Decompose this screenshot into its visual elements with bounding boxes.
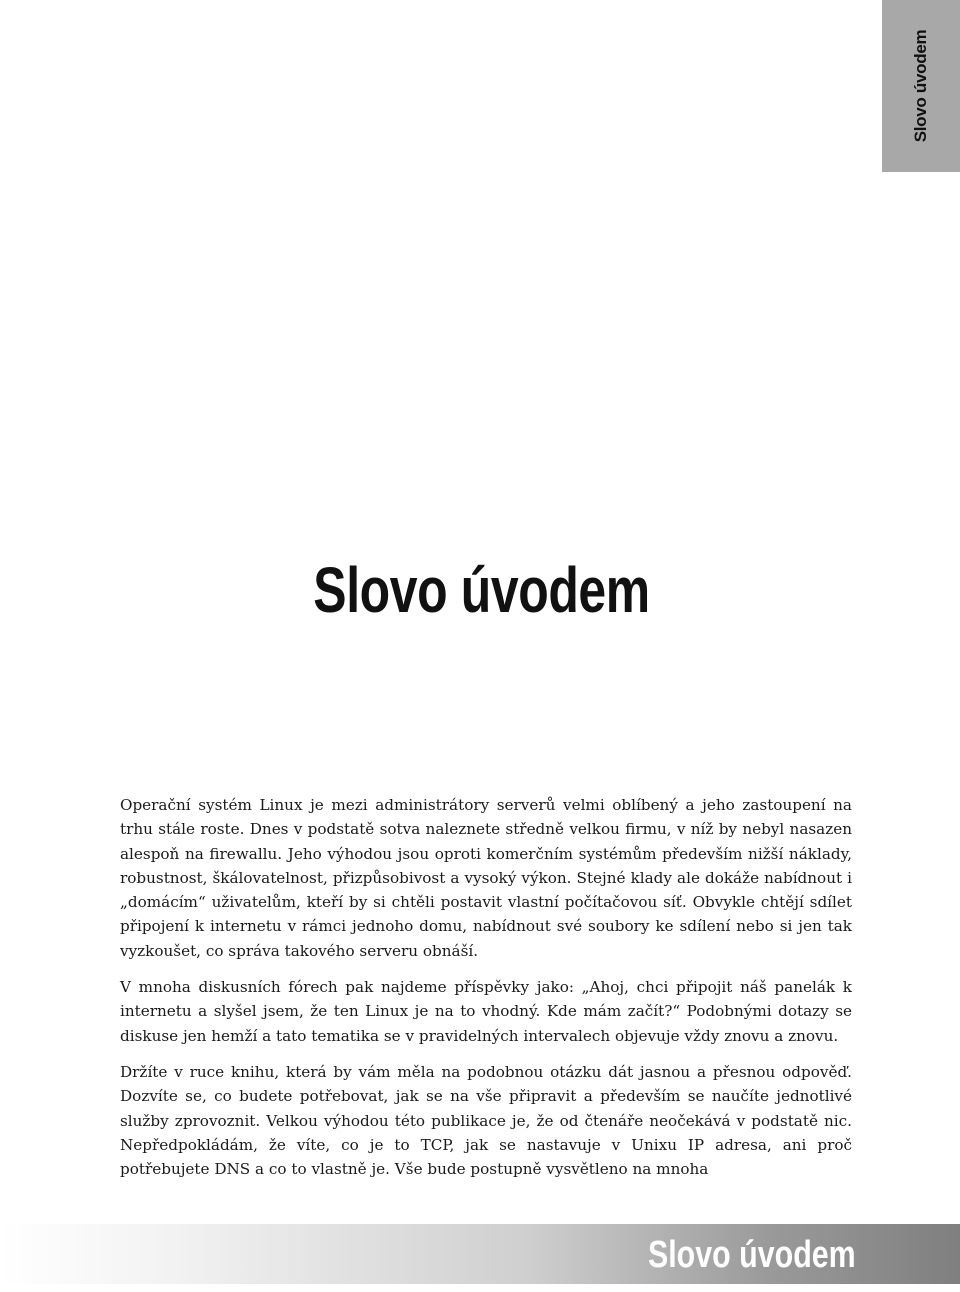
chapter-title: Slovo úvodem [313, 554, 650, 626]
footer-bar [0, 1224, 960, 1284]
side-chapter-tab [882, 0, 960, 172]
body-text [120, 793, 852, 1193]
footer-title: Slovo úvodem [648, 1234, 856, 1276]
paragraph-3: Držíte v ruce knihu, která by vám měla na podobnou otázku dát jasnou a přesnou odpověď. Dozvíte se, co budete potřebovat, jak se na vše připravit a především se naučíte jednotlivé služby zprovoznit. Velkou výhodou této publikace je, že od čtenáře neočekává v podstatě nic. Nepředpokládám, že víte, co je to TCP, jak se nastavuje v Unixu IP adresa, ani proč potřebujete DNS a co to vlastně je. Vše bude postupně vysvětleno na mnoha [120, 1062, 852, 1179]
paragraph-1: Operační systém Linux je mezi administrátory serverů velmi oblíbený a jeho zastoupení na trhu stále roste. Dnes v podstatě sotva naleznete středně velkou firmu, v níž by nebyl nasazen alespoň na firewallu. Jeho výhodou jsou oproti komerčním systémům především nižší náklady, robustnost, škálovatelnost, přizpůsobivost a vysoký výkon. Stejné klady ale dokáže nabídnout i „domácím“ uživatelům, kteří by si chtěli postavit vlastní počítačovou síť. Obvykle chtějí sdílet připojení k internetu v rámci jednoho domu, nabídnout své soubory ke sdílení nebo si jen tak vyzkoušet, co správa takového serveru obnáší. [120, 796, 852, 960]
side-tab-label: Slovo úvodem [911, 29, 930, 143]
paragraph-2: V mnoha diskusních fórech pak najdeme příspěvky jako: „Ahoj, chci připojit náš panelák k internetu a slyšel jsem, že ten Linux je na to vhodný. Kde mám začít?“ Podobnými dotazy se diskuse jen hemží a tato tematika se v pravidelných intervalech objevuje vždy znovu a znovu. [120, 978, 852, 1045]
